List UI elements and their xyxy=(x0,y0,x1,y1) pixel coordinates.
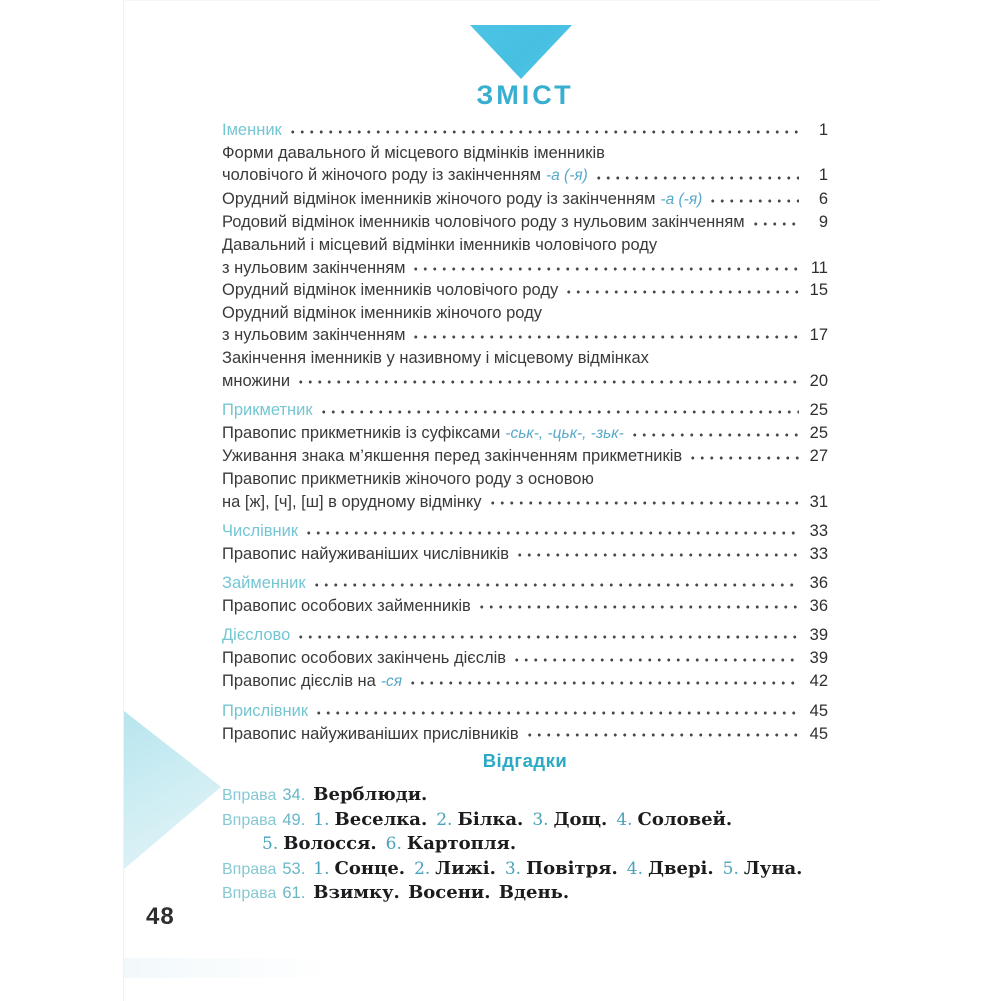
toc-suffix-accent: -а (-я) xyxy=(660,190,703,208)
toc-row xyxy=(222,491,828,514)
toc-suffix-accent: -а (-я) xyxy=(545,167,588,185)
toc-row xyxy=(222,142,828,165)
toc-entry-text: Правопис особових закінчень дієслів xyxy=(222,649,507,668)
toc-page-number: 15 xyxy=(809,281,828,300)
toc-section-row xyxy=(222,624,828,647)
exercise-number: 34. xyxy=(282,786,306,804)
toc-page-number: 6 xyxy=(818,189,828,208)
answer-word: Волосся. xyxy=(283,833,377,854)
dot-leader xyxy=(630,428,799,442)
toc-row xyxy=(222,324,828,347)
answer-item-number: 2. xyxy=(436,809,453,830)
toc-section-label: Дієслово xyxy=(222,626,291,645)
toc-page-number: 1 xyxy=(818,121,828,139)
answer-word: Луна. xyxy=(743,857,803,879)
dot-leader xyxy=(525,728,799,742)
toc-row xyxy=(222,543,828,566)
exercise-number: 53. xyxy=(282,859,306,878)
toc-entry-text: Правопис прикметників із суфіксами xyxy=(222,423,501,442)
toc-row xyxy=(222,647,828,670)
toc-section-row xyxy=(222,520,828,543)
toc-page-number: 25 xyxy=(809,423,828,442)
dot-leader xyxy=(564,285,799,299)
answer-word: Повітря. xyxy=(526,857,618,879)
exercise-number: 61. xyxy=(282,884,306,902)
table-of-contents xyxy=(222,119,828,745)
dot-leader xyxy=(304,526,799,540)
answer-item-number: 2. xyxy=(414,858,431,879)
toc-row xyxy=(222,468,828,491)
toc-entry-text: Давальний і місцевий відмінки іменників чоловічого роду xyxy=(222,235,658,254)
answer-word: Двері. xyxy=(647,857,714,879)
exercise-label: Вправа xyxy=(222,885,277,902)
dot-leader xyxy=(319,405,799,419)
toc-page-number: 31 xyxy=(809,492,828,511)
answer-word: Веселка. xyxy=(334,808,428,830)
toc-row xyxy=(222,302,828,325)
dot-leader xyxy=(708,194,799,208)
answer-word: Восени. xyxy=(408,882,491,903)
toc-page-number: 45 xyxy=(809,724,828,743)
toc-entry-text: Уживання знака м’якшення перед закінченням прикметників xyxy=(222,447,683,466)
answer-item-number: 6. xyxy=(385,834,402,854)
toc-section-label: Числівник xyxy=(222,522,299,541)
answer-item-number: 5. xyxy=(262,834,279,854)
answer-row xyxy=(222,881,828,906)
toc-page-number: 36 xyxy=(809,596,828,615)
answer-item-number: 4. xyxy=(626,858,643,879)
toc-row xyxy=(222,670,828,694)
toc-entry-text: Правопис прикметників жіночого роду з основою xyxy=(222,469,594,488)
answer-item-number: 3. xyxy=(532,809,549,830)
toc-row xyxy=(222,595,828,618)
dot-leader xyxy=(515,548,799,562)
answer-word: Сонце. xyxy=(334,857,406,879)
toc-page-number: 11 xyxy=(810,258,828,277)
toc-page-number: 45 xyxy=(809,702,828,721)
toc-page-number: 1 xyxy=(818,166,828,185)
dot-leader xyxy=(688,451,799,465)
toc-entry-text: Правопис найуживаніших прислівників xyxy=(222,724,519,743)
toc-page-number: 39 xyxy=(809,649,828,668)
toc-row xyxy=(222,347,828,370)
toc-page-number: 9 xyxy=(818,213,828,232)
dot-leader xyxy=(488,496,799,510)
toc-page-number: 39 xyxy=(809,626,828,645)
toc-row xyxy=(222,279,828,302)
answer-item-number: 1. xyxy=(313,809,330,830)
toc-suffix-accent: -ськ-, -цьк-, -зьк- xyxy=(505,424,624,442)
page-title: ЗМІСТ xyxy=(476,80,574,110)
dot-leader xyxy=(296,375,799,389)
toc-section-label: Прислівник xyxy=(222,702,309,721)
toc-row xyxy=(222,164,828,188)
dot-leader xyxy=(408,676,799,690)
answer-word: Верблюди. xyxy=(313,784,428,805)
toc-row xyxy=(222,234,828,257)
toc-row xyxy=(222,723,828,746)
answer-item-number: 3. xyxy=(504,858,522,879)
toc-page-number: 17 xyxy=(809,326,828,345)
toc-section-row xyxy=(222,572,828,595)
dot-leader xyxy=(411,262,799,276)
toc-entry-text: Закінчення іменників у називному і місцевому відмінках xyxy=(222,348,649,367)
toc-page-number: 42 xyxy=(809,671,828,690)
toc-row xyxy=(222,445,828,468)
dot-leader xyxy=(312,578,799,592)
toc-entry-text: Орудний відмінок іменників чоловічого роду xyxy=(222,281,559,300)
dot-leader xyxy=(594,171,799,185)
dot-leader xyxy=(751,217,799,231)
toc-entry-text: на [ж], [ч], [ш] в орудному відмінку xyxy=(222,492,482,511)
toc-page-number: 27 xyxy=(809,447,828,466)
toc-row xyxy=(222,188,828,212)
toc-section-label: Займенник xyxy=(222,574,306,593)
toc-suffix-accent: -ся xyxy=(380,672,403,690)
toc-section-row xyxy=(222,119,828,142)
toc-entry-text: з нульовим закінченням xyxy=(222,258,406,277)
toc-row xyxy=(222,257,828,280)
toc-section-row xyxy=(222,700,828,723)
answer-word: Картопля. xyxy=(406,833,517,854)
answer-item-number: 4. xyxy=(616,809,633,830)
exercise-label: Вправа xyxy=(222,787,277,804)
answer-row-continuation xyxy=(222,832,828,857)
toc-section-label: Прикметник xyxy=(222,401,313,420)
exercise-number: 49. xyxy=(282,810,306,829)
toc-entry-text: Форми давального й місцевого відмінків іменників xyxy=(222,143,605,162)
answer-row xyxy=(222,857,828,882)
answer-word: Соловей. xyxy=(637,808,733,830)
answer-word: Взимку. xyxy=(313,882,400,903)
toc-entry-text: Орудний відмінок іменників жіночого роду із закінченням xyxy=(222,189,656,208)
dot-leader xyxy=(288,125,799,139)
exercise-label: Вправа xyxy=(222,860,277,878)
answer-word: Вдень. xyxy=(498,882,570,903)
toc-entry-text: Правопис дієслів на xyxy=(222,671,376,690)
answer-word: Лижі. xyxy=(435,857,496,879)
toc-row xyxy=(222,370,828,393)
toc-row xyxy=(222,211,828,234)
toc-entry-text: з нульовим закінченням xyxy=(222,326,406,345)
answer-item-number: 1. xyxy=(313,858,330,879)
toc-entry-text: Правопис особових займенників xyxy=(222,596,471,615)
answer-word: Білка. xyxy=(457,808,524,830)
scan-corner-tint xyxy=(124,958,374,978)
toc-page-number: 25 xyxy=(809,401,828,420)
toc-page-number: 20 xyxy=(809,371,828,390)
dot-leader xyxy=(512,653,799,667)
toc-entry-text: Родовий відмінок іменників чоловічого роду з нульовим закінченням xyxy=(222,213,745,232)
dot-leader xyxy=(477,600,799,614)
dot-leader xyxy=(411,330,799,344)
answers-heading: Відгадки xyxy=(482,750,568,771)
toc-section-label: Іменник xyxy=(222,121,282,139)
answer-row xyxy=(222,808,828,833)
exercise-label: Вправа xyxy=(222,811,277,829)
toc-section-row xyxy=(222,399,828,422)
toc-entry-text: Правопис найуживаніших числівників xyxy=(222,544,510,563)
dot-leader xyxy=(314,706,799,720)
toc-page-number: 33 xyxy=(809,522,828,541)
toc-page-number: 33 xyxy=(809,544,828,563)
answers-section xyxy=(222,750,828,906)
answer-word: Дощ. xyxy=(553,808,608,830)
answer-row xyxy=(222,783,828,808)
toc-entry-text: множини xyxy=(222,371,291,390)
toc-entry-text: Орудний відмінок іменників жіночого роду xyxy=(222,303,542,322)
toc-page-number: 36 xyxy=(809,574,828,593)
page-number: 48 xyxy=(146,903,175,930)
toc-row xyxy=(222,422,828,446)
toc-entry-text: чоловічого й жіночого роду із закінченням xyxy=(222,166,541,185)
answer-item-number: 5. xyxy=(722,858,739,879)
dot-leader xyxy=(296,630,799,644)
